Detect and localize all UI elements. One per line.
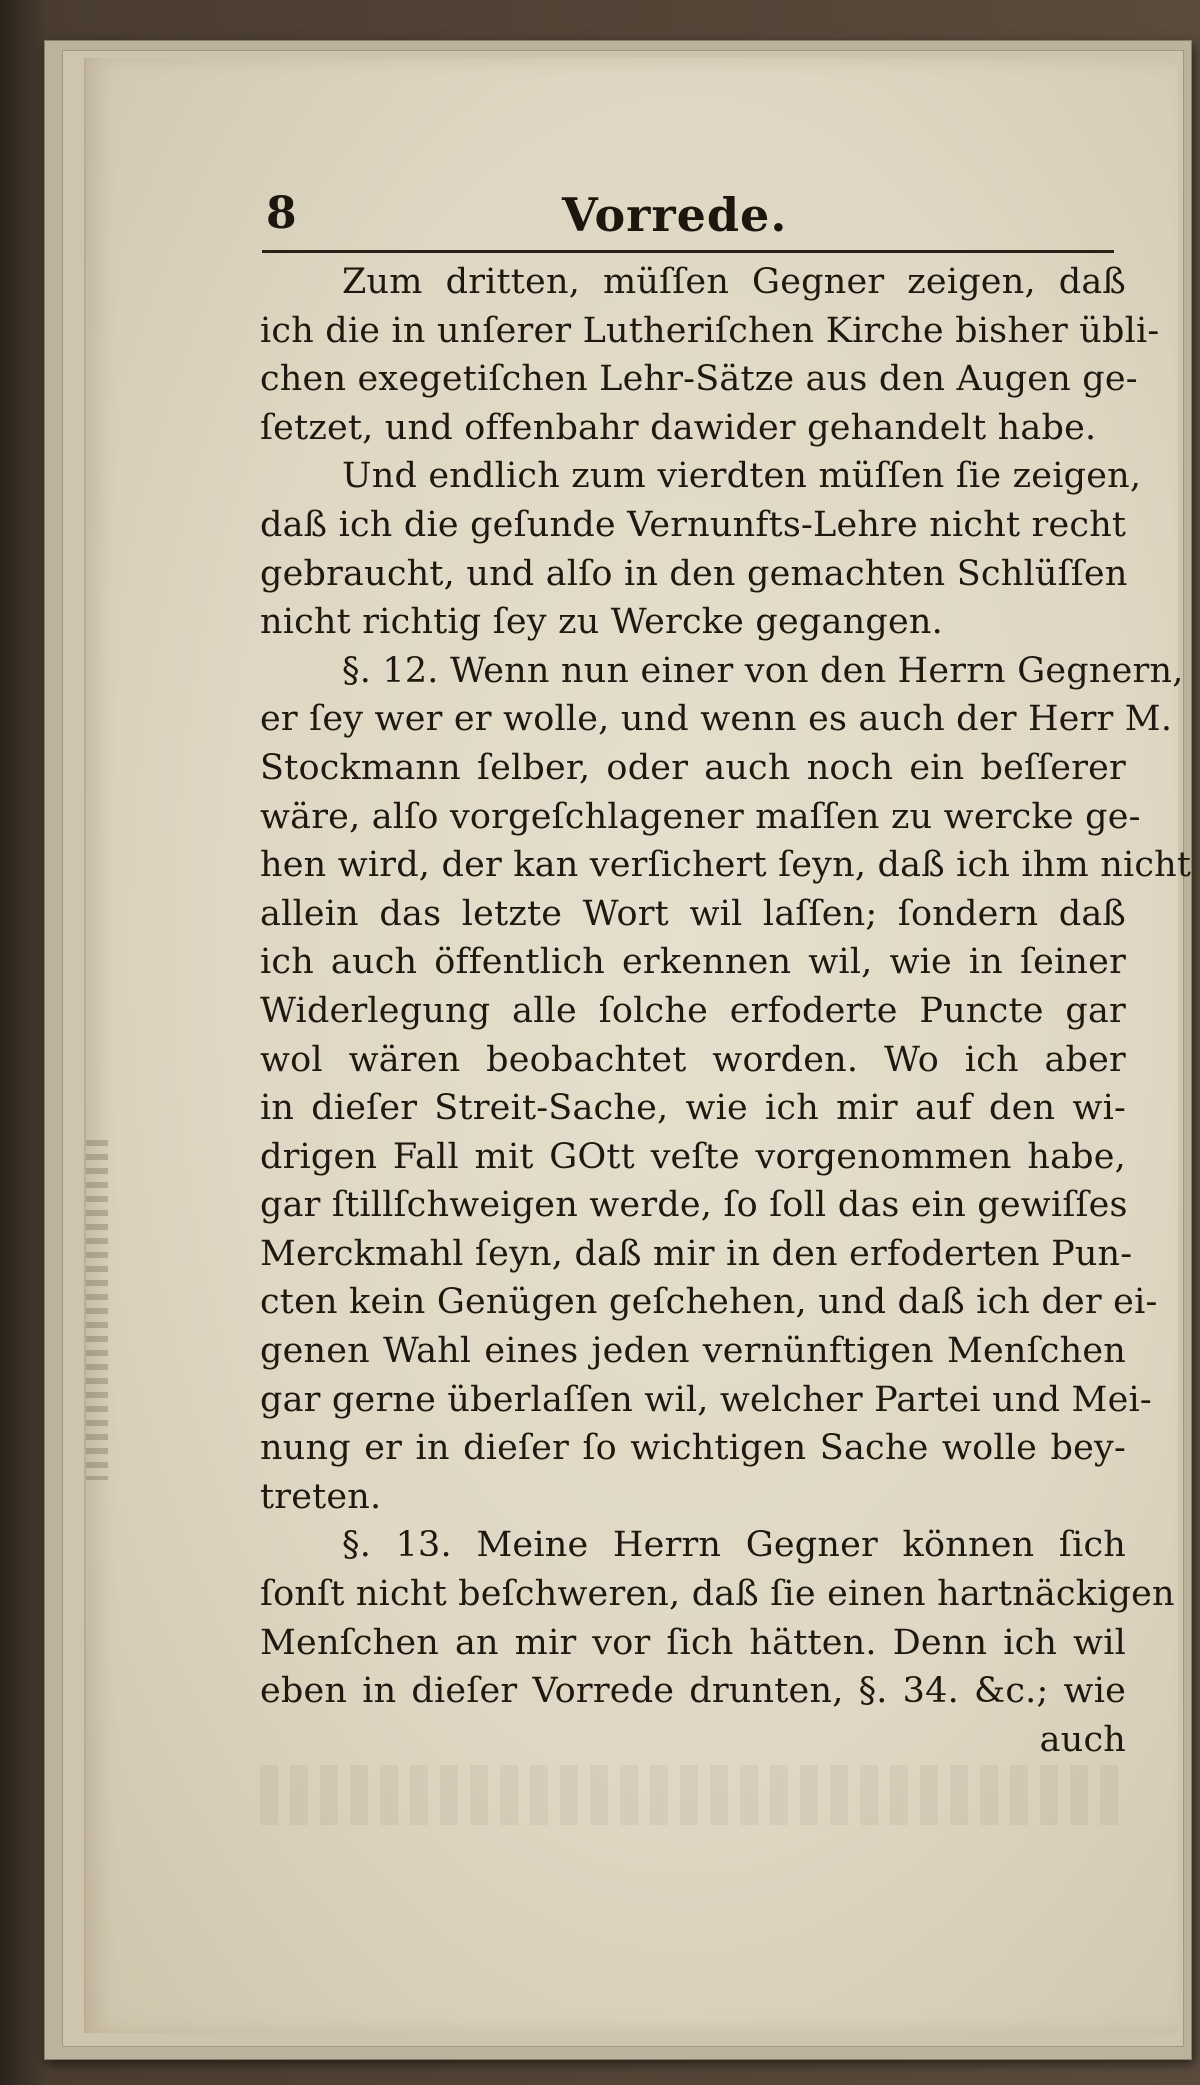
page-header <box>262 188 1112 244</box>
text-line: ich die in unſerer Lutheriſchen Kirche bisher übli- <box>260 310 1160 351</box>
text-line: gar ſtillſchweigen werde, ſo ſoll das ein gewiſſes <box>260 1185 1128 1226</box>
catchword: auch <box>1039 1719 1126 1760</box>
bleed-through-texture <box>260 1765 1120 1825</box>
body-text <box>260 258 1192 1764</box>
text-line: eben in dieſer Vorrede drunten, §. 34. &c.; wie <box>260 1671 1126 1712</box>
text-line: Merckmahl ſeyn, daß mir in den erfoderten Pun- <box>260 1233 1133 1274</box>
header-rule <box>262 250 1114 253</box>
text-line: ich auch öffentlich erkennen wil, wie in ſeiner <box>260 942 1126 983</box>
text-line: Zum dritten, müſſen Gegner zeigen, daß <box>342 262 1126 302</box>
running-title: Vorrede. <box>562 188 788 242</box>
text-line: Menſchen an mir vor ſich hätten. Denn ich wil <box>260 1622 1126 1663</box>
gutter-marks <box>86 1140 108 1480</box>
text-line: nicht richtig ſey zu Wercke gegangen. <box>260 602 943 643</box>
text-line: in dieſer Streit-Sache, wie ich mir auf den wi- <box>260 1088 1126 1129</box>
text-line: hen wird, der kan verſichert ſeyn, daß ich ihm nicht <box>260 845 1192 886</box>
text-line: Stockmann ſelber, oder auch noch ein beſſerer <box>260 747 1126 788</box>
text-line: gebraucht, und alſo in den gemachten Schlüſſen <box>260 553 1128 594</box>
section-12-start: §. 12. Wenn nun einer von den Herrn Gegnern, <box>342 650 1184 691</box>
text-line: wäre, alſo vorgeſchlagener maſſen zu wercke ge- <box>260 796 1141 837</box>
text-line: daß ich die geſunde Vernunfts-Lehre nicht recht <box>260 504 1127 545</box>
text-line: ſetzet, und offenbahr dawider gehandelt habe. <box>260 407 1097 448</box>
text-line: drigen Fall mit GOtt veſte vorgenommen habe, <box>260 1136 1126 1177</box>
text-line: Und endlich zum vierdten müſſen ſie zeigen, <box>342 456 1142 497</box>
page-number: 8 <box>266 188 297 239</box>
text-line: allein das letzte Wort wil laſſen; ſondern daß <box>260 893 1126 934</box>
text-line: treten. <box>260 1476 382 1517</box>
text-line: Widerlegung alle ſolche erfoderte Puncte gar <box>260 990 1126 1031</box>
text-line: chen exegetiſchen Lehr-Sätze aus den Augen ge- <box>260 359 1138 400</box>
text-line: wol wären beobachtet worden. Wo ich aber <box>260 1039 1126 1080</box>
text-line: gar gerne überlaſſen wil, welcher Partei und Mei- <box>260 1379 1152 1420</box>
text-line: er ſey wer er wolle, und wenn es auch der Herr M. <box>260 699 1173 740</box>
text-line: genen Wahl eines jeden vernünftigen Menſchen <box>260 1331 1126 1372</box>
text-line: nung er in dieſer ſo wichtigen Sache wolle bey- <box>260 1428 1126 1469</box>
text-line: ſonſt nicht beſchweren, daß ſie einen hartnäckigen <box>260 1574 1175 1615</box>
text-line: cten kein Genügen geſchehen, und daß ich der ei- <box>260 1282 1158 1323</box>
section-13-start: §. 13. Meine Herrn Gegner können ſich <box>342 1525 1126 1566</box>
